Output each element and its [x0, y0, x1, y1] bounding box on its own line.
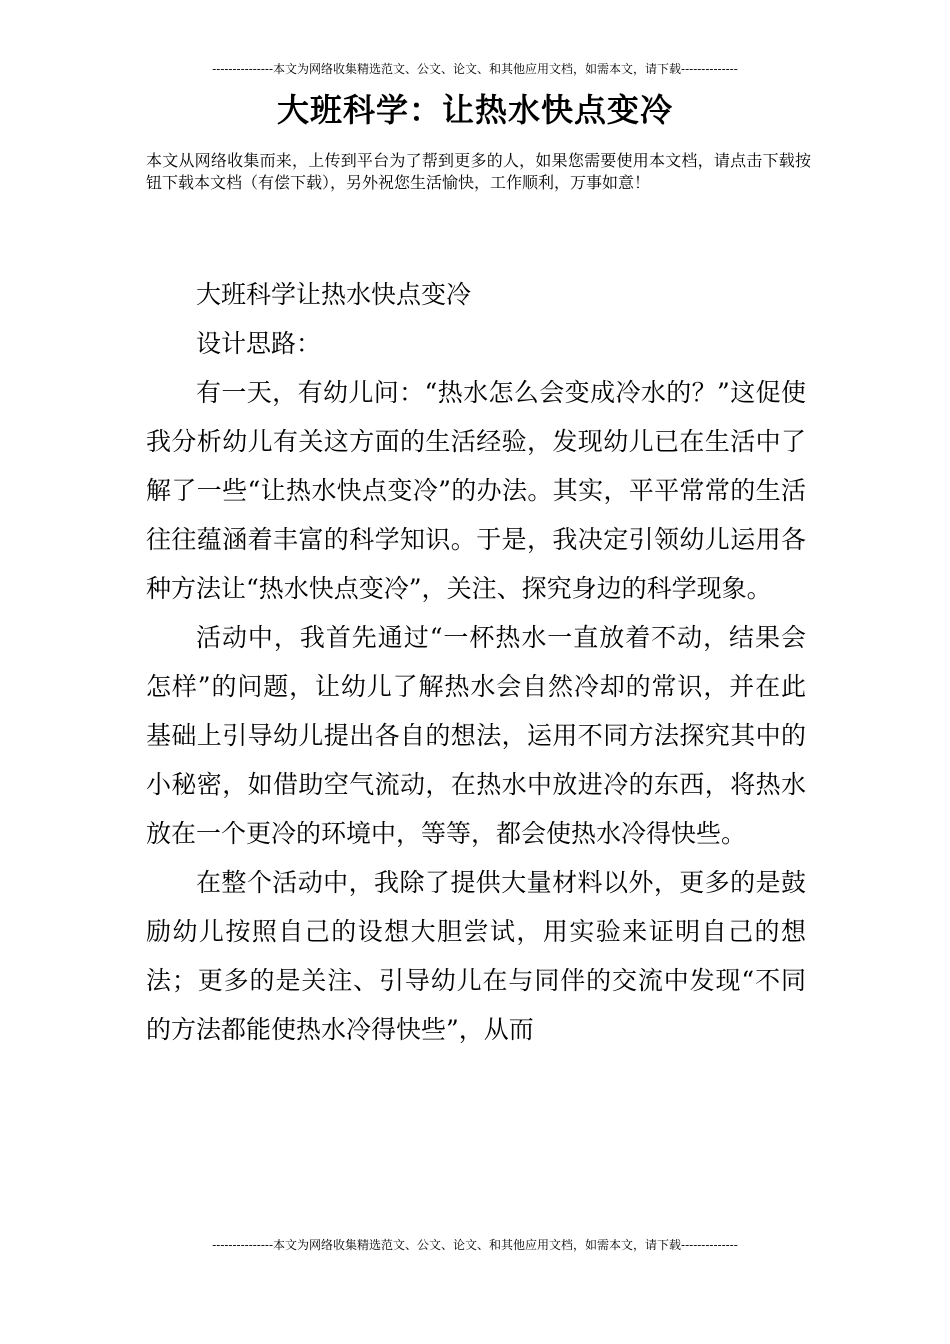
document-body: [146, 270, 806, 1054]
paragraph-subtitle: 大班科学让热水快点变冷: [196, 280, 472, 309]
intro-text: 本文从网络收集而来，上传到平台为了帮到更多的人，如果您需要使用本文档，请点击下载按钮下载本文档（有偿下载），另外祝您生活愉快，工作顺利，万事如意！: [146, 151, 811, 192]
header-note: ---------------本文为网络收集精选范文、公文、论文、和其他应用文档，如需本文，请下载--------------: [212, 62, 738, 76]
paragraph: 在整个活动中，我除了提供大量材料以外，更多的是鼓励幼儿按照自己的设想大胆尝试，用实验来证明自己的想法；更多的是关注、引导幼儿在与同伴的交流中发现“不同的方法都能使热水冷得快些”，从而: [146, 868, 806, 1044]
paragraph: 活动中，我首先通过“一杯热水一直放着不动，结果会怎样”的问题，让幼儿了解热水会自然冷却的常识，并在此基础上引导幼儿提出各自的想法，运用不同方法探究其中的小秘密，如借助空气流动，在热水中放进冷的东西，将热水放在一个更冷的环境中，等等，都会使热水冷得快些。: [146, 623, 806, 848]
paragraph: 有一天，有幼儿问：“热水怎么会变成冷水的？”这促使我分析幼儿有关这方面的生活经验，发现幼儿已在生活中了解了一些“让热水快点变冷”的办法。其实，平平常常的生活往往蕴涵着丰富的科学知识。于是，我决定引领幼儿运用各种方法让“热水快点变冷”，关注、探究身边的科学现象。: [146, 378, 806, 603]
page-title: 大班科学：让热水快点变冷: [276, 91, 673, 129]
footer-note: ---------------本文为网络收集精选范文、公文、论文、和其他应用文档，如需本文，请下载--------------: [212, 1238, 738, 1252]
paragraph-section-heading: 设计思路：: [196, 329, 322, 358]
